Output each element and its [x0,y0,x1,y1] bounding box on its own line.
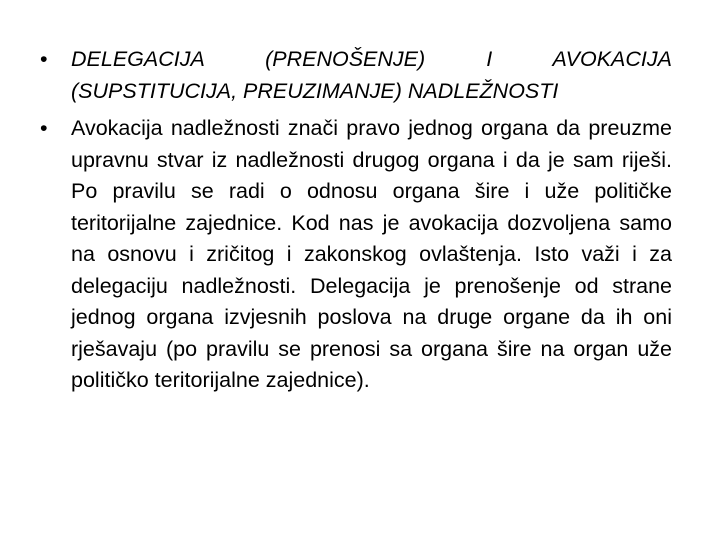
bullet-marker: • [40,116,48,140]
bullet-list [40,44,672,403]
body-bullet [40,113,672,397]
heading-text: DELEGACIJA (PRENOŠENJE) I AVOKACIJA (SUPSTITUCIJA, PREUZIMANJE) NADLEŽNOSTI [71,47,672,103]
body-text: Avokacija nadležnosti znači pravo jednog organa da preuzme upravnu stvar iz nadležnosti drugog organa i da je sam riješi. Po pravilu se radi o odnosu organa šire i uže političke teritorijalne zajednice. Kod nas je avokacija dozvoljena samo na osnovu i zričitog i zakonskog ovlaštenja. Isto važi i za delegaciju nadležnosti. Delegacija je prenošenje od strane jednog organa izvjesnih poslova na druge organe da ih oni rješavaju (po pravilu se prenosi sa organa šire na organ uže političko teritorijalne zajednice). [71,116,672,392]
heading-bullet [40,44,672,107]
bullet-marker: • [40,47,48,71]
